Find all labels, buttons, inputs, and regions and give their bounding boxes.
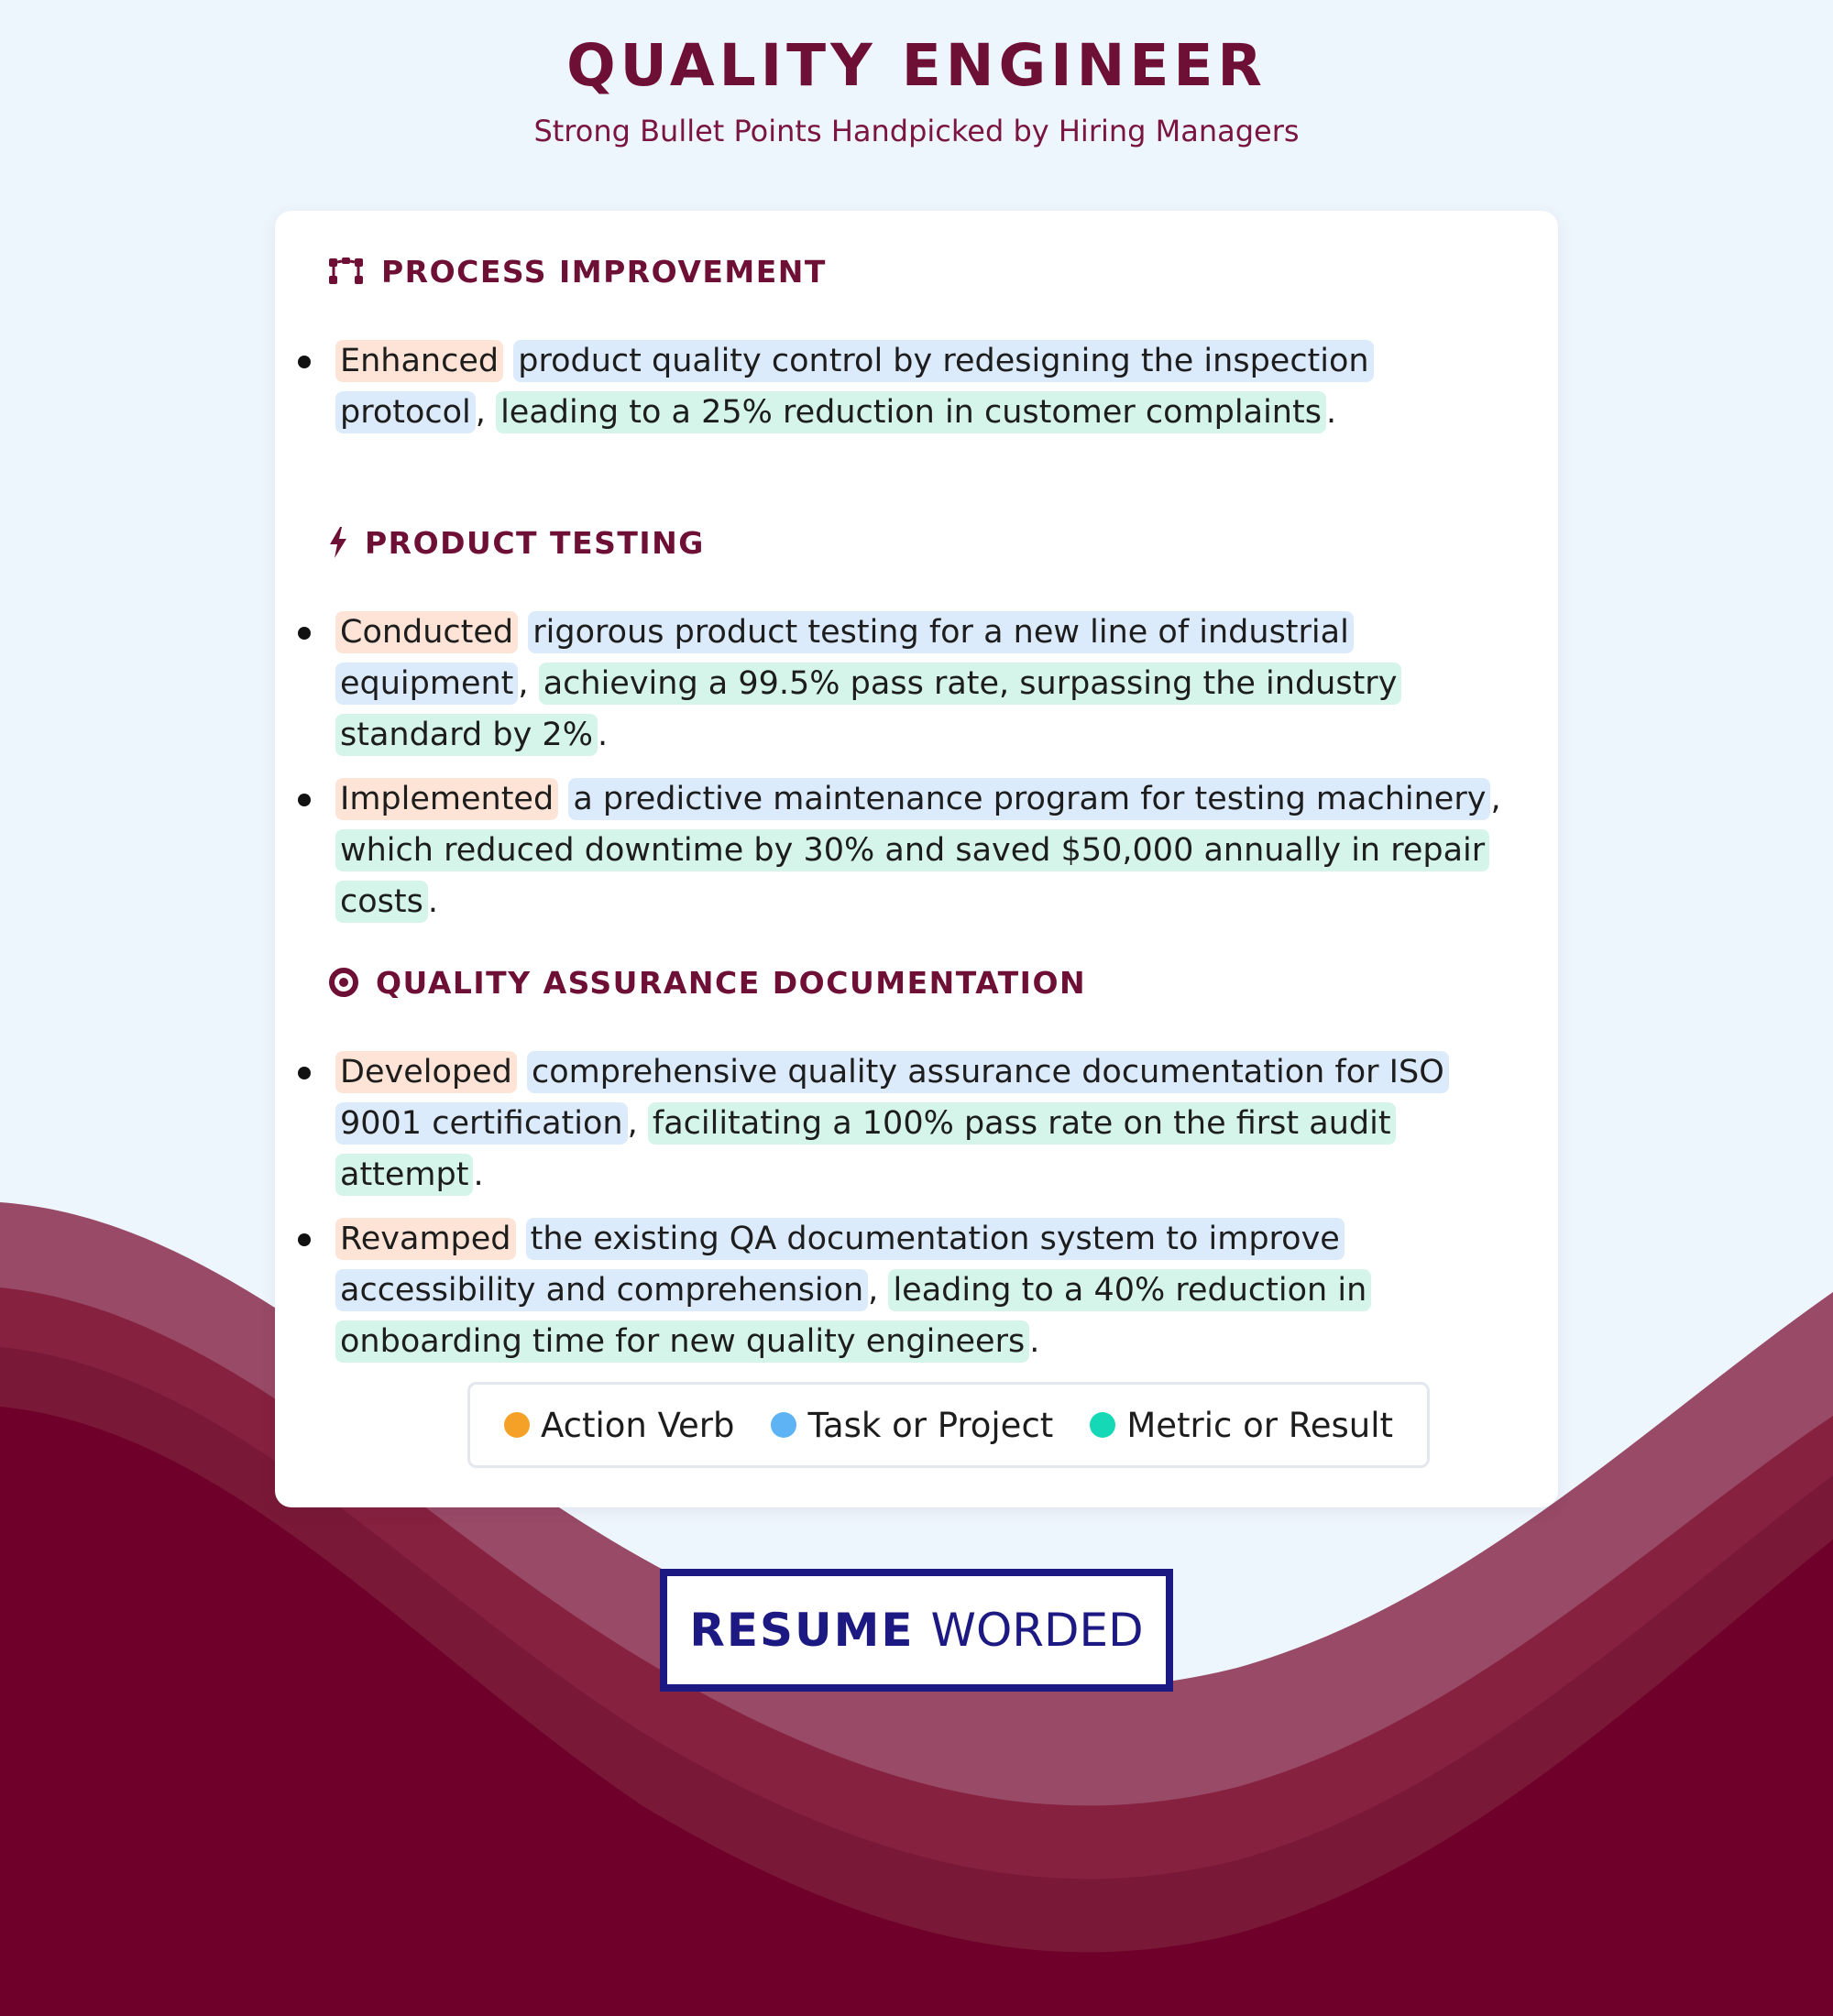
page-subtitle: Strong Bullet Points Handpicked by Hiring Managers — [533, 114, 1300, 148]
bullet-points-card — [275, 211, 1558, 1507]
section-title: QUALITY ASSURANCE DOCUMENTATION — [376, 964, 1087, 1001]
legend-label: Metric or Result — [1126, 1405, 1394, 1445]
bullet-list — [328, 1046, 1520, 1367]
metric-or-result: achieving a 99.5% pass rate, surpassing the industry standard by 2% — [335, 663, 1401, 756]
bullet-item — [328, 773, 1520, 927]
separator: , — [518, 665, 529, 702]
legend-item-action-verb — [504, 1406, 735, 1445]
task-or-project: product quality control by redesigning the inspection protocol — [335, 340, 1374, 433]
orange-dot-icon — [504, 1412, 530, 1438]
bullet-item — [328, 607, 1520, 761]
action-verb: Revamped — [335, 1218, 516, 1260]
bullet-item — [328, 335, 1520, 438]
separator: , — [627, 1105, 638, 1142]
blue-dot-icon — [771, 1412, 796, 1438]
bullet-dot — [298, 627, 311, 640]
legend-item-task-or-project — [771, 1406, 1053, 1445]
section-product-testing — [328, 522, 1520, 940]
highlight-legend — [467, 1382, 1430, 1468]
bullet-list — [328, 607, 1520, 927]
end-punct: . — [597, 717, 609, 753]
target-circle-icon — [328, 967, 359, 998]
metric-or-result: which reduced downtime by 30% and saved $50,000 annually in repair costs — [335, 829, 1489, 923]
separator: , — [1490, 781, 1501, 817]
metric-or-result: facilitating a 100% pass rate on the first audit attempt — [335, 1102, 1396, 1196]
task-or-project: a predictive maintenance program for testing machinery — [568, 778, 1490, 820]
end-punct: . — [1029, 1323, 1040, 1360]
separator: , — [475, 394, 486, 431]
legend-label: Task or Project — [807, 1405, 1054, 1445]
logo-text-light: WORDED — [930, 1604, 1144, 1657]
lightning-bolt-icon — [328, 526, 348, 559]
action-verb: Implemented — [335, 778, 558, 820]
section-header — [328, 251, 1520, 291]
end-punct: . — [1325, 394, 1337, 431]
end-punct: . — [473, 1156, 484, 1193]
end-punct: . — [427, 883, 438, 920]
section-title: PROCESS IMPROVEMENT — [381, 253, 827, 290]
section-header — [328, 962, 1520, 1003]
section-header — [328, 522, 1520, 563]
task-or-project: comprehensive quality assurance documentation for ISO 9001 certification — [335, 1051, 1449, 1145]
action-verb: Conducted — [335, 611, 518, 653]
logo-text-strong: RESUME — [689, 1604, 915, 1657]
teal-dot-icon — [1090, 1412, 1115, 1438]
task-or-project: rigorous product testing for a new line of industrial equipment — [335, 611, 1354, 705]
legend-item-metric-or-result — [1090, 1406, 1393, 1445]
header — [0, 0, 1833, 150]
bullet-dot — [298, 794, 311, 806]
bullet-dot — [298, 356, 311, 368]
page-title: QUALITY ENGINEER — [566, 32, 1267, 99]
bullet-dot — [298, 1233, 311, 1246]
resume-worded-logo[interactable] — [660, 1569, 1173, 1692]
metric-or-result: leading to a 40% reduction in onboarding time for new quality engineers — [335, 1269, 1371, 1363]
separator: , — [868, 1272, 879, 1309]
process-nodes-icon — [328, 257, 365, 286]
section-title: PRODUCT TESTING — [365, 524, 705, 561]
bullet-dot — [298, 1067, 311, 1079]
legend-label: Action Verb — [540, 1405, 735, 1445]
action-verb: Developed — [335, 1051, 517, 1093]
section-process-improvement — [328, 251, 1520, 451]
bullet-list — [328, 335, 1520, 438]
bullet-item — [328, 1046, 1520, 1200]
metric-or-result: leading to a 25% reduction in customer complaints — [496, 391, 1326, 433]
task-or-project: the existing QA documentation system to improve accessibility and comprehension — [335, 1218, 1345, 1311]
action-verb: Enhanced — [335, 340, 503, 382]
section-quality-assurance-documentation — [328, 962, 1520, 1380]
bullet-item — [328, 1213, 1520, 1367]
